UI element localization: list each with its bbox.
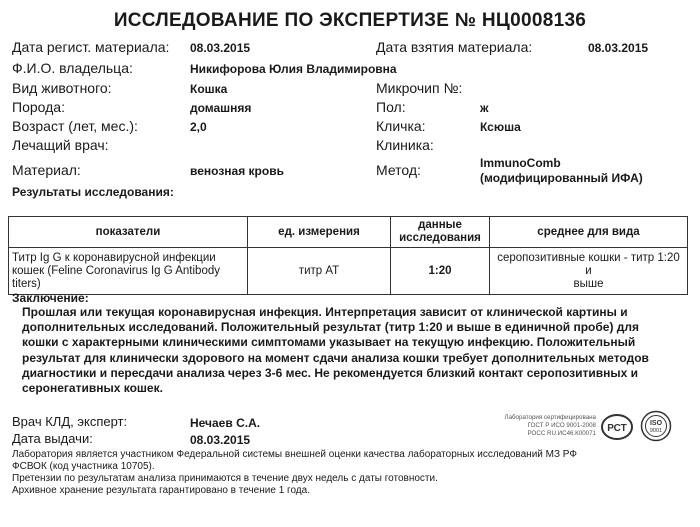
issue-date-label: Дата выдачи: xyxy=(12,431,93,446)
sex-value: ж xyxy=(480,101,489,115)
clinic-label: Клиника: xyxy=(376,137,434,153)
certification-text xyxy=(470,414,596,438)
header-indicator: показатели xyxy=(9,217,248,248)
cert-line-3: РОСС RU.ИС46.К00071 xyxy=(527,430,596,437)
indicator-line-2: кошек (Feline Coronavirus Ig G Antibody xyxy=(12,264,220,277)
species-label: Вид животного: xyxy=(12,80,112,96)
age-value: 2,0 xyxy=(190,120,207,134)
cell-unit: титр AT xyxy=(248,248,391,295)
cell-average xyxy=(490,248,688,295)
footer-line-3: Претензии по результатам анализа принимаются в течение двух недель с даты готовности. xyxy=(12,473,438,484)
date-registration-value: 08.03.2015 xyxy=(190,41,251,55)
vet-label: Лечащий врач: xyxy=(12,137,109,153)
rst-mark-icon xyxy=(600,412,634,442)
cell-indicator xyxy=(9,248,248,295)
date-registration-label: Дата регист. материала: xyxy=(12,39,170,55)
breed-value: домашняя xyxy=(190,101,252,115)
cert-line-1: Лаборатория сертифицирована xyxy=(504,414,596,421)
header-data xyxy=(391,217,490,248)
method-label: Метод: xyxy=(376,162,421,178)
age-label: Возраст (лет, мес.): xyxy=(12,118,138,134)
indicator-line-3: titers) xyxy=(12,277,41,290)
header-data-line-1: данные xyxy=(418,219,462,231)
iso-seal-number: 9001 xyxy=(649,428,663,434)
footer-line-2: ФСВОК (код участника 10705). xyxy=(12,461,155,472)
date-taken-label: Дата взятия материала: xyxy=(376,39,533,55)
doctor-label: Врач КЛД, эксперт: xyxy=(12,414,128,429)
material-value: венозная кровь xyxy=(190,164,284,178)
iso-seal-icon xyxy=(640,410,672,442)
method-value-line-2: (модифицированный ИФА) xyxy=(480,171,643,185)
cell-value: 1:20 xyxy=(391,248,490,295)
header-unit: ед. измерения xyxy=(248,217,391,248)
owner-label: Ф.И.О. владельца: xyxy=(12,60,133,76)
footer-line-1: Лаборатория является участником Федеральной системы внешней оценки качества лабораторных исследований МЗ РФ xyxy=(12,449,577,460)
rst-mark-text: РСТ xyxy=(607,423,627,434)
results-heading: Результаты исследования: xyxy=(12,185,174,199)
doctor-value: Нечаев С.А. xyxy=(190,416,261,430)
header-data-line-2: исследования xyxy=(399,232,481,244)
conclusion-label: Заключение: xyxy=(12,291,89,305)
table-header-row xyxy=(9,217,688,248)
cert-line-2: ГОСТ Р ИСО 9001-2008 xyxy=(527,422,596,429)
header-average: среднее для вида xyxy=(490,217,688,248)
issue-date-value: 08.03.2015 xyxy=(190,433,251,447)
nickname-label: Кличка: xyxy=(376,118,426,134)
document-title: ИССЛЕДОВАНИЕ ПО ЭКСПЕРТИЗЕ № НЦ0008136 xyxy=(113,10,587,31)
indicator-line-1: Титр Ig G к коронавирусной инфекции xyxy=(12,251,216,264)
material-label: Материал: xyxy=(12,162,81,178)
results-table xyxy=(8,216,688,295)
nickname-value: Ксюша xyxy=(480,120,521,134)
microchip-label: Микрочип №: xyxy=(376,80,463,96)
date-taken-value: 08.03.2015 xyxy=(588,41,649,55)
method-value-line-1: ImmunoComb xyxy=(480,156,561,170)
table-row xyxy=(9,248,688,295)
conclusion-text: Прошлая или текущая коронавирусная инфекция. Интерпретация зависит от клинической картины и дополнительных исследований. Положительный результат (титр 1:20 и выше в единичной пробе) для кошки с характерными клиническими симптомами указывает на текущую инфекцию. Положительный результат для клинически здорового на момент сдачи анализа кошки требует дополнительных методов диагностики и пересдачи анализа через 3-6 мес. Не рекомендуется близкий контакт серопозитивных и серонегативных кошек. xyxy=(22,305,649,396)
iso-seal-text: ISO xyxy=(649,420,663,427)
species-value: Кошка xyxy=(190,82,228,96)
sex-label: Пол: xyxy=(376,99,406,115)
breed-label: Порода: xyxy=(12,99,65,115)
average-line-2: выше xyxy=(573,277,604,290)
footer-line-4: Архивное хранение результата гарантировано в течение 1 года. xyxy=(12,485,310,496)
average-line-1: серопозитивные кошки - титр 1:20 и xyxy=(497,251,680,277)
owner-value: Никифорова Юлия Владимировна xyxy=(190,62,397,76)
